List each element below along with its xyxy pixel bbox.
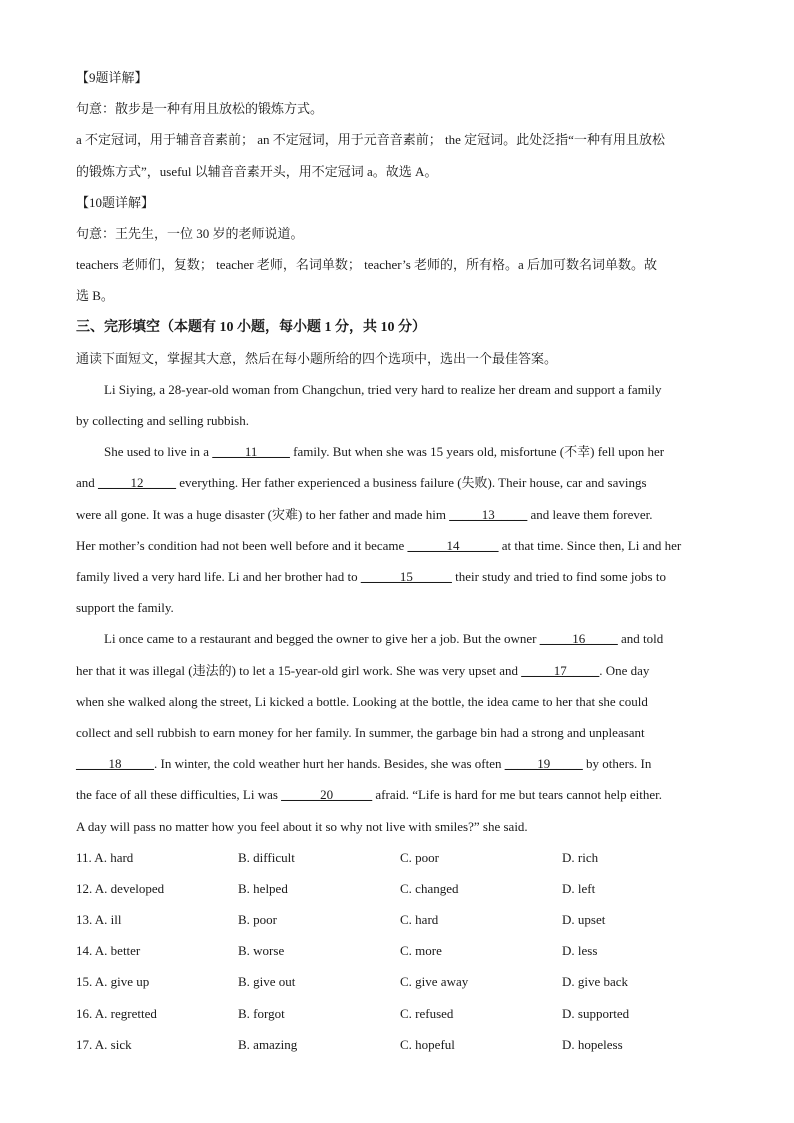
q9-title: 【9题详解】 xyxy=(76,70,148,85)
passage-text: Her mother’s condition had not been well before and it became xyxy=(76,537,408,553)
passage-text: her that it was illegal (违法的) to let a 15-year-old girl work. She was very upset and xyxy=(76,662,522,678)
option-d: D. upset xyxy=(562,912,606,928)
q10-title: 【10题详解】 xyxy=(76,194,155,210)
option-c: C. hopeful xyxy=(400,1036,455,1052)
passage-line xyxy=(76,436,718,467)
passage-text: . In winter, the cold weather hurt her hands. Besides, she was often xyxy=(154,756,505,772)
blank-14: ______14______ xyxy=(407,537,499,553)
option-c: C. poor xyxy=(400,849,439,865)
option-d: D. left xyxy=(562,880,596,896)
blank-16: _____16_____ xyxy=(539,631,618,647)
passage-text: and told xyxy=(617,631,664,647)
passage-text: were all gone. It was a huge disaster (灾难) to her father and made him xyxy=(76,506,450,522)
options-row xyxy=(76,873,718,904)
q9-explanation-line-2: 的锻炼方式”，useful 以辅音音素开头，用不定冠词 a。故选 A。 xyxy=(76,163,438,179)
passage-line: by collecting and selling rubbish. xyxy=(76,413,249,429)
blank-17: _____17_____ xyxy=(521,662,600,678)
option-c: C. changed xyxy=(400,880,459,896)
option-c: C. more xyxy=(400,943,442,959)
passage-line xyxy=(76,467,718,498)
passage-text: at that time. Since then, Li and her xyxy=(498,537,682,553)
passage-text: their study and tried to find some jobs to xyxy=(451,569,666,584)
passage-line xyxy=(76,655,718,686)
passage-text: family lived a very hard life. Li and her brother had to xyxy=(76,569,361,584)
passage-text: afraid. “Life is hard for me but tears cannot help either. xyxy=(372,787,663,803)
passage-line xyxy=(76,779,718,810)
options-row xyxy=(76,1029,718,1060)
option-a: 14. A. better xyxy=(76,943,141,959)
blank-20: ______20______ xyxy=(281,787,373,803)
passage-text: and xyxy=(76,475,99,491)
options-row xyxy=(76,966,718,997)
passage-text: Li once came to a restaurant and begged the owner to give her a job. But the owner xyxy=(104,631,540,647)
passage-line xyxy=(76,499,718,530)
option-d: D. less xyxy=(562,943,598,959)
option-c: C. hard xyxy=(400,912,439,928)
q10-explanation-line-1: teachers 老师们，复数； teacher 老师，名词单数； teacher’s 老师的，所有格。a 后加可数名词单数。故 xyxy=(76,257,658,273)
option-d: D. supported xyxy=(562,1005,630,1021)
passage-line xyxy=(76,623,718,654)
option-a: 13. A. ill xyxy=(76,912,122,928)
passage-line: Li Siying, a 28-year-old woman from Changchun, tried very hard to realize her dream and support a family xyxy=(104,381,662,397)
passage-line: when she walked along the street, Li kicked a bottle. Looking at the bottle, the idea came to her that she could xyxy=(76,693,648,709)
option-a: 12. A. developed xyxy=(76,880,165,896)
option-b: B. poor xyxy=(238,912,277,928)
passage-line: A day will pass no matter how you feel about it so why not live with smiles?” she said. xyxy=(76,818,528,834)
options-row xyxy=(76,998,718,1029)
options-row xyxy=(76,935,718,966)
passage-text: everything. Her father experienced a business failure (失败). Their house, car and savings xyxy=(176,475,647,491)
blank-18: _____18_____ xyxy=(76,756,154,772)
option-d: D. give back xyxy=(562,974,629,990)
passage-text: the face of all these difficulties, Li was xyxy=(76,787,282,803)
blank-19: _____19_____ xyxy=(504,756,583,772)
blank-11: _____11_____ xyxy=(212,444,290,460)
option-a: 11. A. hard xyxy=(76,849,134,865)
blank-15: ______15______ xyxy=(360,569,452,584)
document-page xyxy=(76,62,718,1060)
option-b: B. worse xyxy=(238,943,285,959)
passage-line: collect and sell rubbish to earn money for her family. In summer, the garbage bin had a strong and unpleasant xyxy=(76,724,645,740)
option-b: B. helped xyxy=(238,880,288,896)
q10-meaning: 句意：王先生，一位 30 岁的老师说道。 xyxy=(76,225,304,241)
passage-text: She used to live in a xyxy=(104,444,213,460)
passage-line xyxy=(76,748,718,779)
passage-line xyxy=(76,561,718,592)
option-a: 17. A. sick xyxy=(76,1036,132,1052)
option-a: 15. A. give up xyxy=(76,974,150,990)
options-row xyxy=(76,842,718,873)
section-heading: 三、完形填空（本题有 10 小题，每小题 1 分，共 10 分） xyxy=(76,319,426,335)
passage-text: by others. In xyxy=(582,756,652,772)
passage-line: support the family. xyxy=(76,600,174,616)
option-d: D. hopeless xyxy=(562,1036,623,1052)
blank-13: _____13_____ xyxy=(449,506,528,522)
options-row xyxy=(76,904,718,935)
option-b: B. amazing xyxy=(238,1036,298,1052)
section-instruction: 通读下面短文，掌握其大意，然后在每小题所给的四个选项中，选出一个最佳答案。 xyxy=(76,350,558,366)
option-b: B. difficult xyxy=(238,849,295,865)
option-c: C. give away xyxy=(400,974,469,990)
option-b: B. forgot xyxy=(238,1005,285,1021)
passage-text: family. But when she was 15 years old, misfortune (不幸) fell upon her xyxy=(289,444,665,460)
option-d: D. rich xyxy=(562,849,599,865)
option-c: C. refused xyxy=(400,1005,454,1021)
q9-explanation-line-1: a 不定冠词，用于辅音音素前； an 不定冠词，用于元音音素前； the 定冠词。此处泛指“一种有用且放松 xyxy=(76,132,665,148)
option-a: 16. A. regretted xyxy=(76,1005,157,1021)
option-b: B. give out xyxy=(238,974,296,990)
q9-meaning: 句意：散步是一种有用且放松的锻炼方式。 xyxy=(76,101,324,117)
passage-text: . One day xyxy=(599,662,650,678)
q10-explanation-line-2: 选 B。 xyxy=(76,288,114,304)
blank-12: _____12_____ xyxy=(98,475,177,491)
passage-line xyxy=(76,530,718,561)
passage-text: and leave them forever. xyxy=(527,506,653,522)
